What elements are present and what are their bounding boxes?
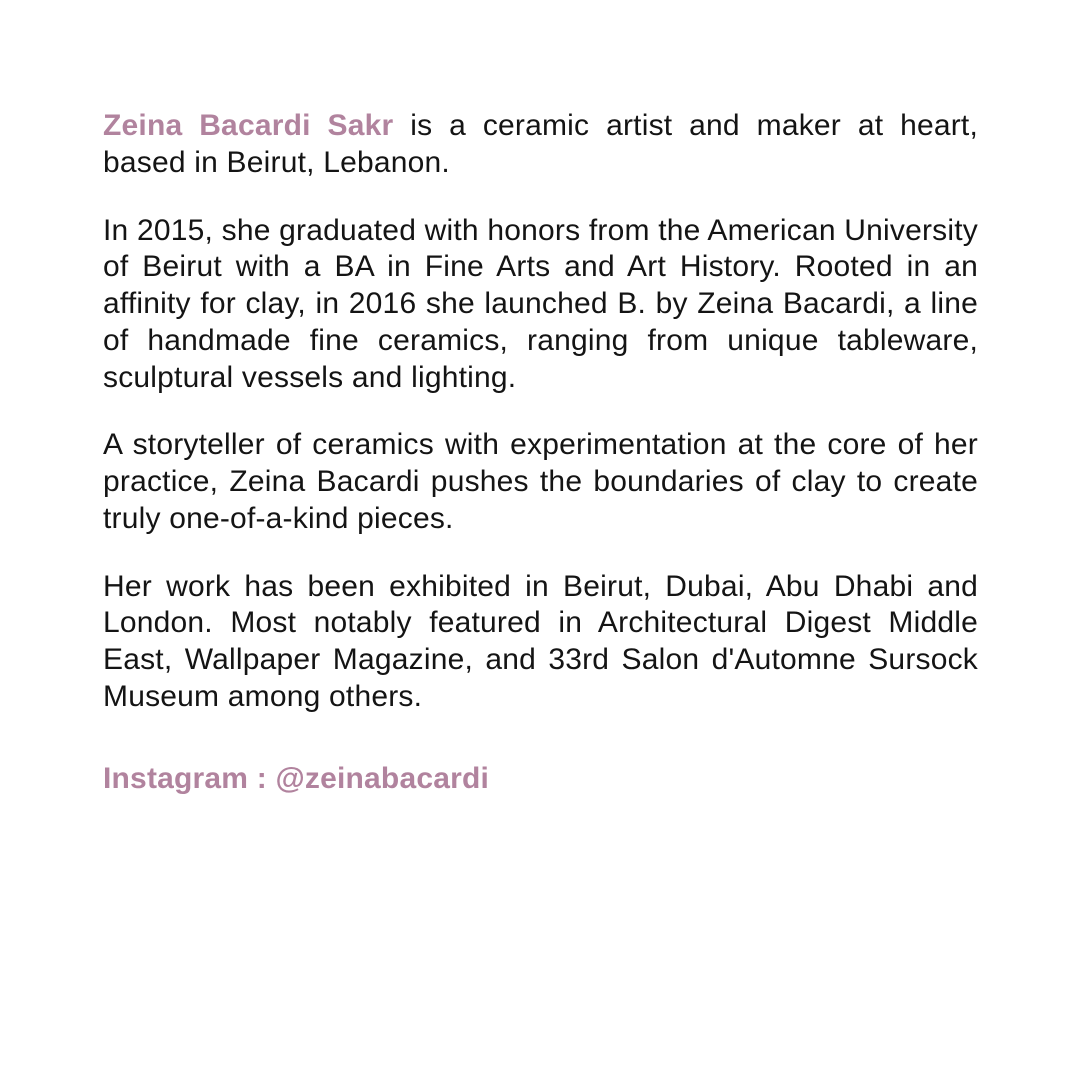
artist-name: Zeina Bacardi Sakr	[103, 109, 394, 142]
instagram-handle: Instagram : @zeinabacardi	[103, 761, 490, 795]
paragraph-practice: A storyteller of ceramics with experimentation at the core of her practice, Zeina Bacardi pushes the boundaries of clay to create truly one-of-a-kind pieces.	[103, 428, 978, 535]
intro-paragraph	[103, 108, 978, 182]
intro-text: is a ceramic artist and maker at heart, based in Beirut, Lebanon.	[103, 109, 978, 179]
paragraph-exhibitions: Her work has been exhibited in Beirut, Dubai, Abu Dhabi and London. Most notably featured in Architectural Digest Middle East, Wallpaper Magazine, and 33rd Salon d'Automne Sursock Museum among others.	[103, 569, 978, 713]
bio-text-block	[103, 108, 978, 828]
paragraph-education: In 2015, she graduated with honors from the American University of Beirut with a BA in Fine Arts and Art History. Rooted in an affinity for clay, in 2016 she launched B. by Zeina Bacardi, a line of handmade fine ceramics, ranging from unique tableware, sculptural vessels and lighting.	[103, 213, 978, 394]
